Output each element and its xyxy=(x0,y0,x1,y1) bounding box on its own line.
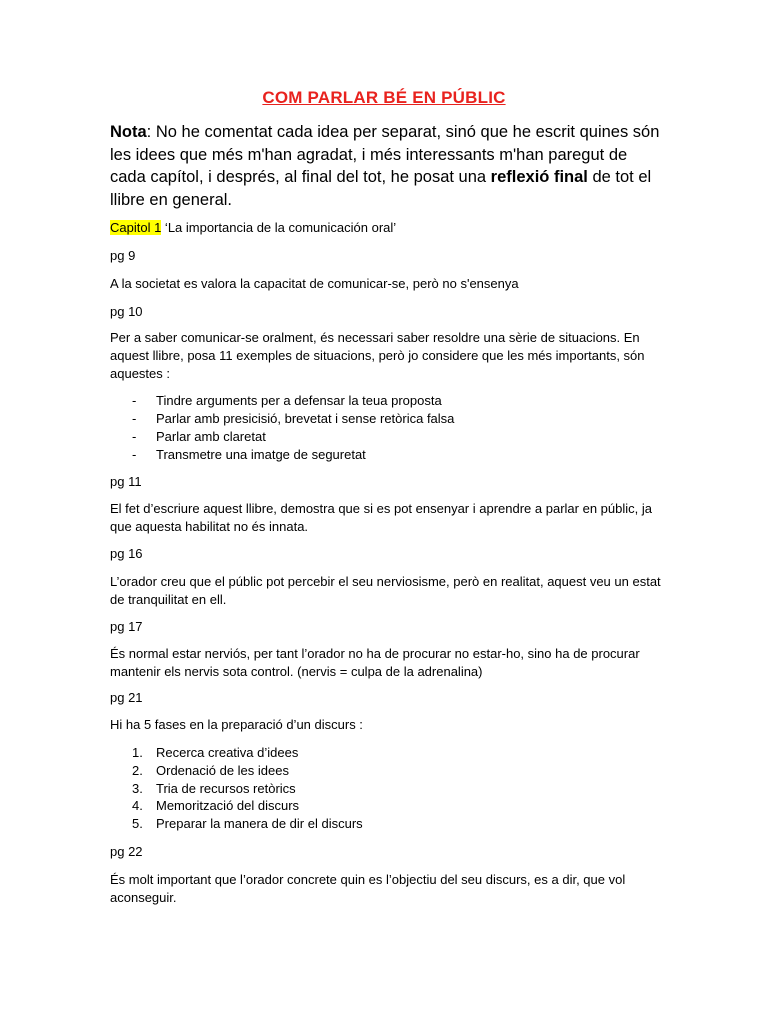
list-item-text: Memorització del discurs xyxy=(156,798,300,813)
paragraph-pg16: L’orador creu que el públic pot percebir el seu nerviosisme, però en realitat, aquest veu un estat de tranquilitat en ell. xyxy=(110,574,661,607)
list-item xyxy=(110,815,670,833)
document-title: COM PARLAR BÉ EN PÚBLIC xyxy=(262,88,506,107)
list-marker: - xyxy=(132,429,137,444)
list-item-text: Tindre arguments per a defensar la teua proposta xyxy=(156,393,442,408)
note-text-1: : No he comentat cada idea per separat, sinó que he escrit quines són les idees que més m'han agradat, i més interessants m'han paregut de cada capítol, i després, al final del tot, he posat una xyxy=(110,123,660,186)
list-item xyxy=(110,797,670,815)
paragraph-pg11: El fet d’escriure aquest llibre, demostra que si es pot ensenyar i aprendre a parlar en públic, ja que aquesta habilitat no és innata. xyxy=(110,501,652,534)
note-bold-text: reflexió final xyxy=(490,168,588,186)
page-ref-17: pg 17 xyxy=(110,619,143,634)
page-ref-11: pg 11 xyxy=(110,474,142,489)
list-marker: 1. xyxy=(132,745,143,760)
paragraph-pg10: Per a saber comunicar-se oralment, és necessari saber resoldre una sèrie de situacions. En aquest llibre, posa 11 exemples de situacions, però jo considere que les més importants, són aquestes : xyxy=(110,330,645,381)
paragraph-pg17: És normal estar nerviós, per tant l’orador no ha de procurar no estar-ho, sino ha de procurar mantenir els nervis sota control. (nervis = culpa de la adrenalina) xyxy=(110,646,640,679)
intro-note xyxy=(110,121,666,211)
note-text-2: de tot el llibre en general. xyxy=(110,168,652,209)
chapter-heading xyxy=(110,220,396,235)
list-item-text: Tria de recursos retòrics xyxy=(156,781,296,796)
list-marker: 3. xyxy=(132,781,143,796)
list-item xyxy=(110,446,670,464)
note-label: Nota xyxy=(110,123,147,141)
list-item xyxy=(110,392,670,410)
list-marker: - xyxy=(132,447,137,462)
list-marker: 2. xyxy=(132,763,143,778)
list-item-text: Ordenació de les idees xyxy=(156,763,289,778)
paragraph-pg22: És molt important que l’orador concrete quin es l’objectiu del seu discurs, es a dir, que vol aconseguir. xyxy=(110,872,626,905)
page-ref-16: pg 16 xyxy=(110,546,143,561)
list-item-text: Parlar amb presicisió, brevetat i sense retòrica falsa xyxy=(156,411,455,426)
list-item-text: Parlar amb claretat xyxy=(156,429,266,444)
list-item xyxy=(110,744,670,762)
list-marker: 4. xyxy=(132,798,143,813)
paragraph-pg9: A la societat es valora la capacitat de comunicar-se, però no s'ensenya xyxy=(110,276,519,291)
list-item-text: Recerca creativa d’idees xyxy=(156,745,299,760)
list-item-text: Preparar la manera de dir el discurs xyxy=(156,816,363,831)
page-ref-22: pg 22 xyxy=(110,844,143,859)
chapter-label: Capitol 1 xyxy=(110,220,162,235)
list-item xyxy=(110,428,670,446)
page-ref-10: pg 10 xyxy=(110,304,143,319)
list-item xyxy=(110,410,670,428)
list-item-text: Transmetre una imatge de seguretat xyxy=(156,447,366,462)
page-ref-21: pg 21 xyxy=(110,690,143,705)
list-marker: - xyxy=(132,393,137,408)
list-item xyxy=(110,780,670,798)
list-item xyxy=(110,762,670,780)
list-marker: 5. xyxy=(132,816,143,831)
page-ref-9: pg 9 xyxy=(110,248,136,263)
chapter-title: ‘La importancia de la comunicación oral’ xyxy=(161,220,397,235)
list-marker: - xyxy=(132,411,137,426)
paragraph-pg21: Hi ha 5 fases en la preparació d’un discurs : xyxy=(110,717,363,732)
